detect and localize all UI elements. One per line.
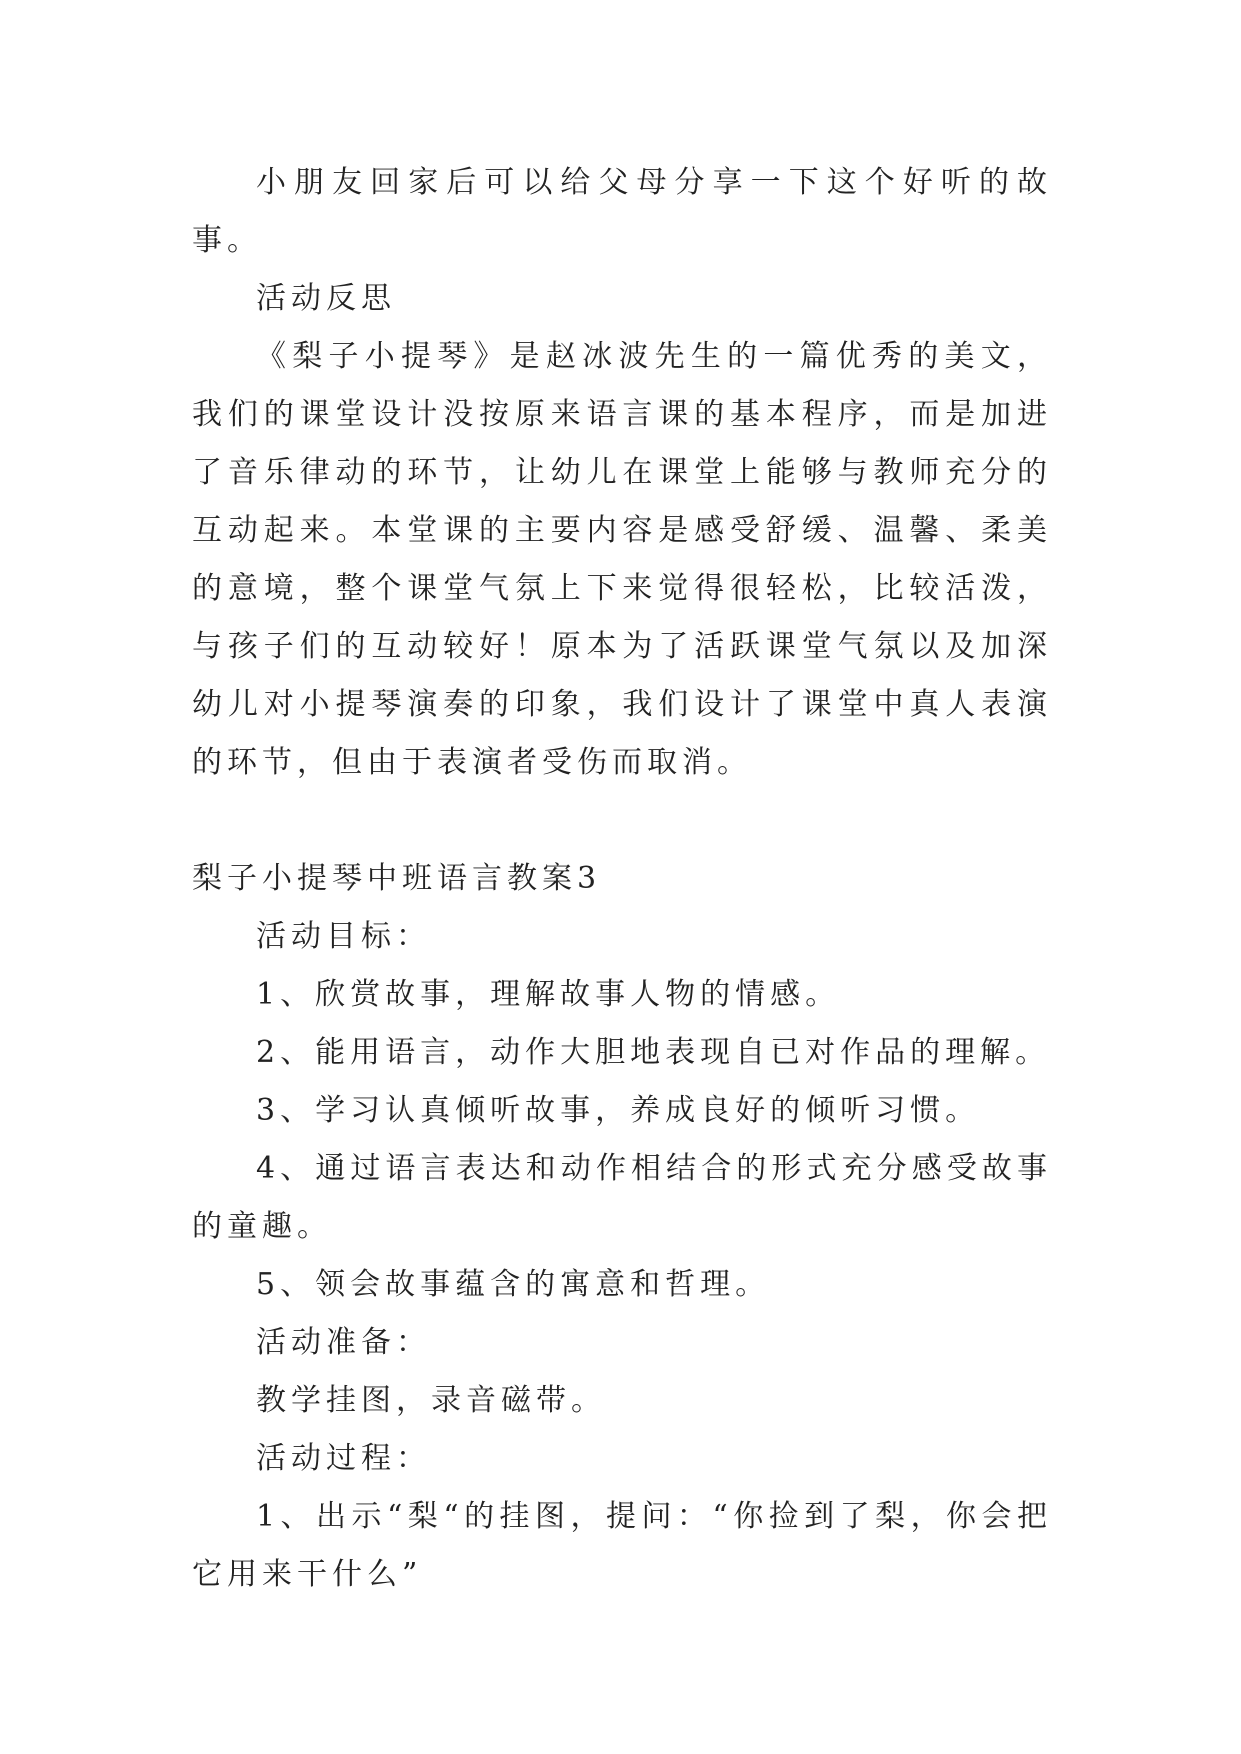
section-title: 梨子小提琴中班语言教案3 [192,861,602,896]
paragraph-share-story: 小朋友回家后可以给父母分享一下这个好听的故事。 [192,165,1052,258]
paragraph-goal-2: 2、能用语言，动作大胆地表现自已对作品的理解。 [256,1035,1051,1070]
paragraph-goal-4: 4、通过语言表达和动作相结合的形式充分感受故事的童趣。 [192,1151,1052,1244]
document-body [192,154,1052,1604]
paragraph-prep-heading: 活动准备： [256,1325,431,1360]
paragraph-goal-3: 3、学习认真倾听故事，养成良好的倾听习惯。 [256,1093,981,1128]
paragraph-goals-heading: 活动目标： [256,919,431,954]
paragraph-process-heading: 活动过程： [256,1441,431,1476]
paragraph-reflection-body: 《梨子小提琴》是赵冰波先生的一篇优秀的美文，我们的课堂设计没按原来语言课的基本程序，而是加进了音乐律动的环节，让幼儿在课堂上能够与教师充分的互动起来。本堂课的主要内容是感受舒缓、温馨、柔美的意境，整个课堂气氛上下来觉得很轻松，比较活泼，与孩子们的互动较好！原本为了活跃课堂气氛以及加深幼儿对小提琴演奏的印象，我们设计了课堂中真人表演的环节，但由于表演者受伤而取消。 [192,339,1052,780]
paragraph-reflection-heading: 活动反思 [256,281,396,316]
paragraph-goal-5: 5、领会故事蕴含的寓意和哲理。 [256,1267,771,1302]
paragraph-process-step-1: 1、出示“梨“的挂图，提问：“你捡到了梨，你会把它用来干什么” [192,1499,1052,1592]
paragraph-goal-1: 1、欣赏故事，理解故事人物的情感。 [256,977,841,1012]
paragraph-prep-body: 教学挂图，录音磁带。 [256,1383,606,1418]
